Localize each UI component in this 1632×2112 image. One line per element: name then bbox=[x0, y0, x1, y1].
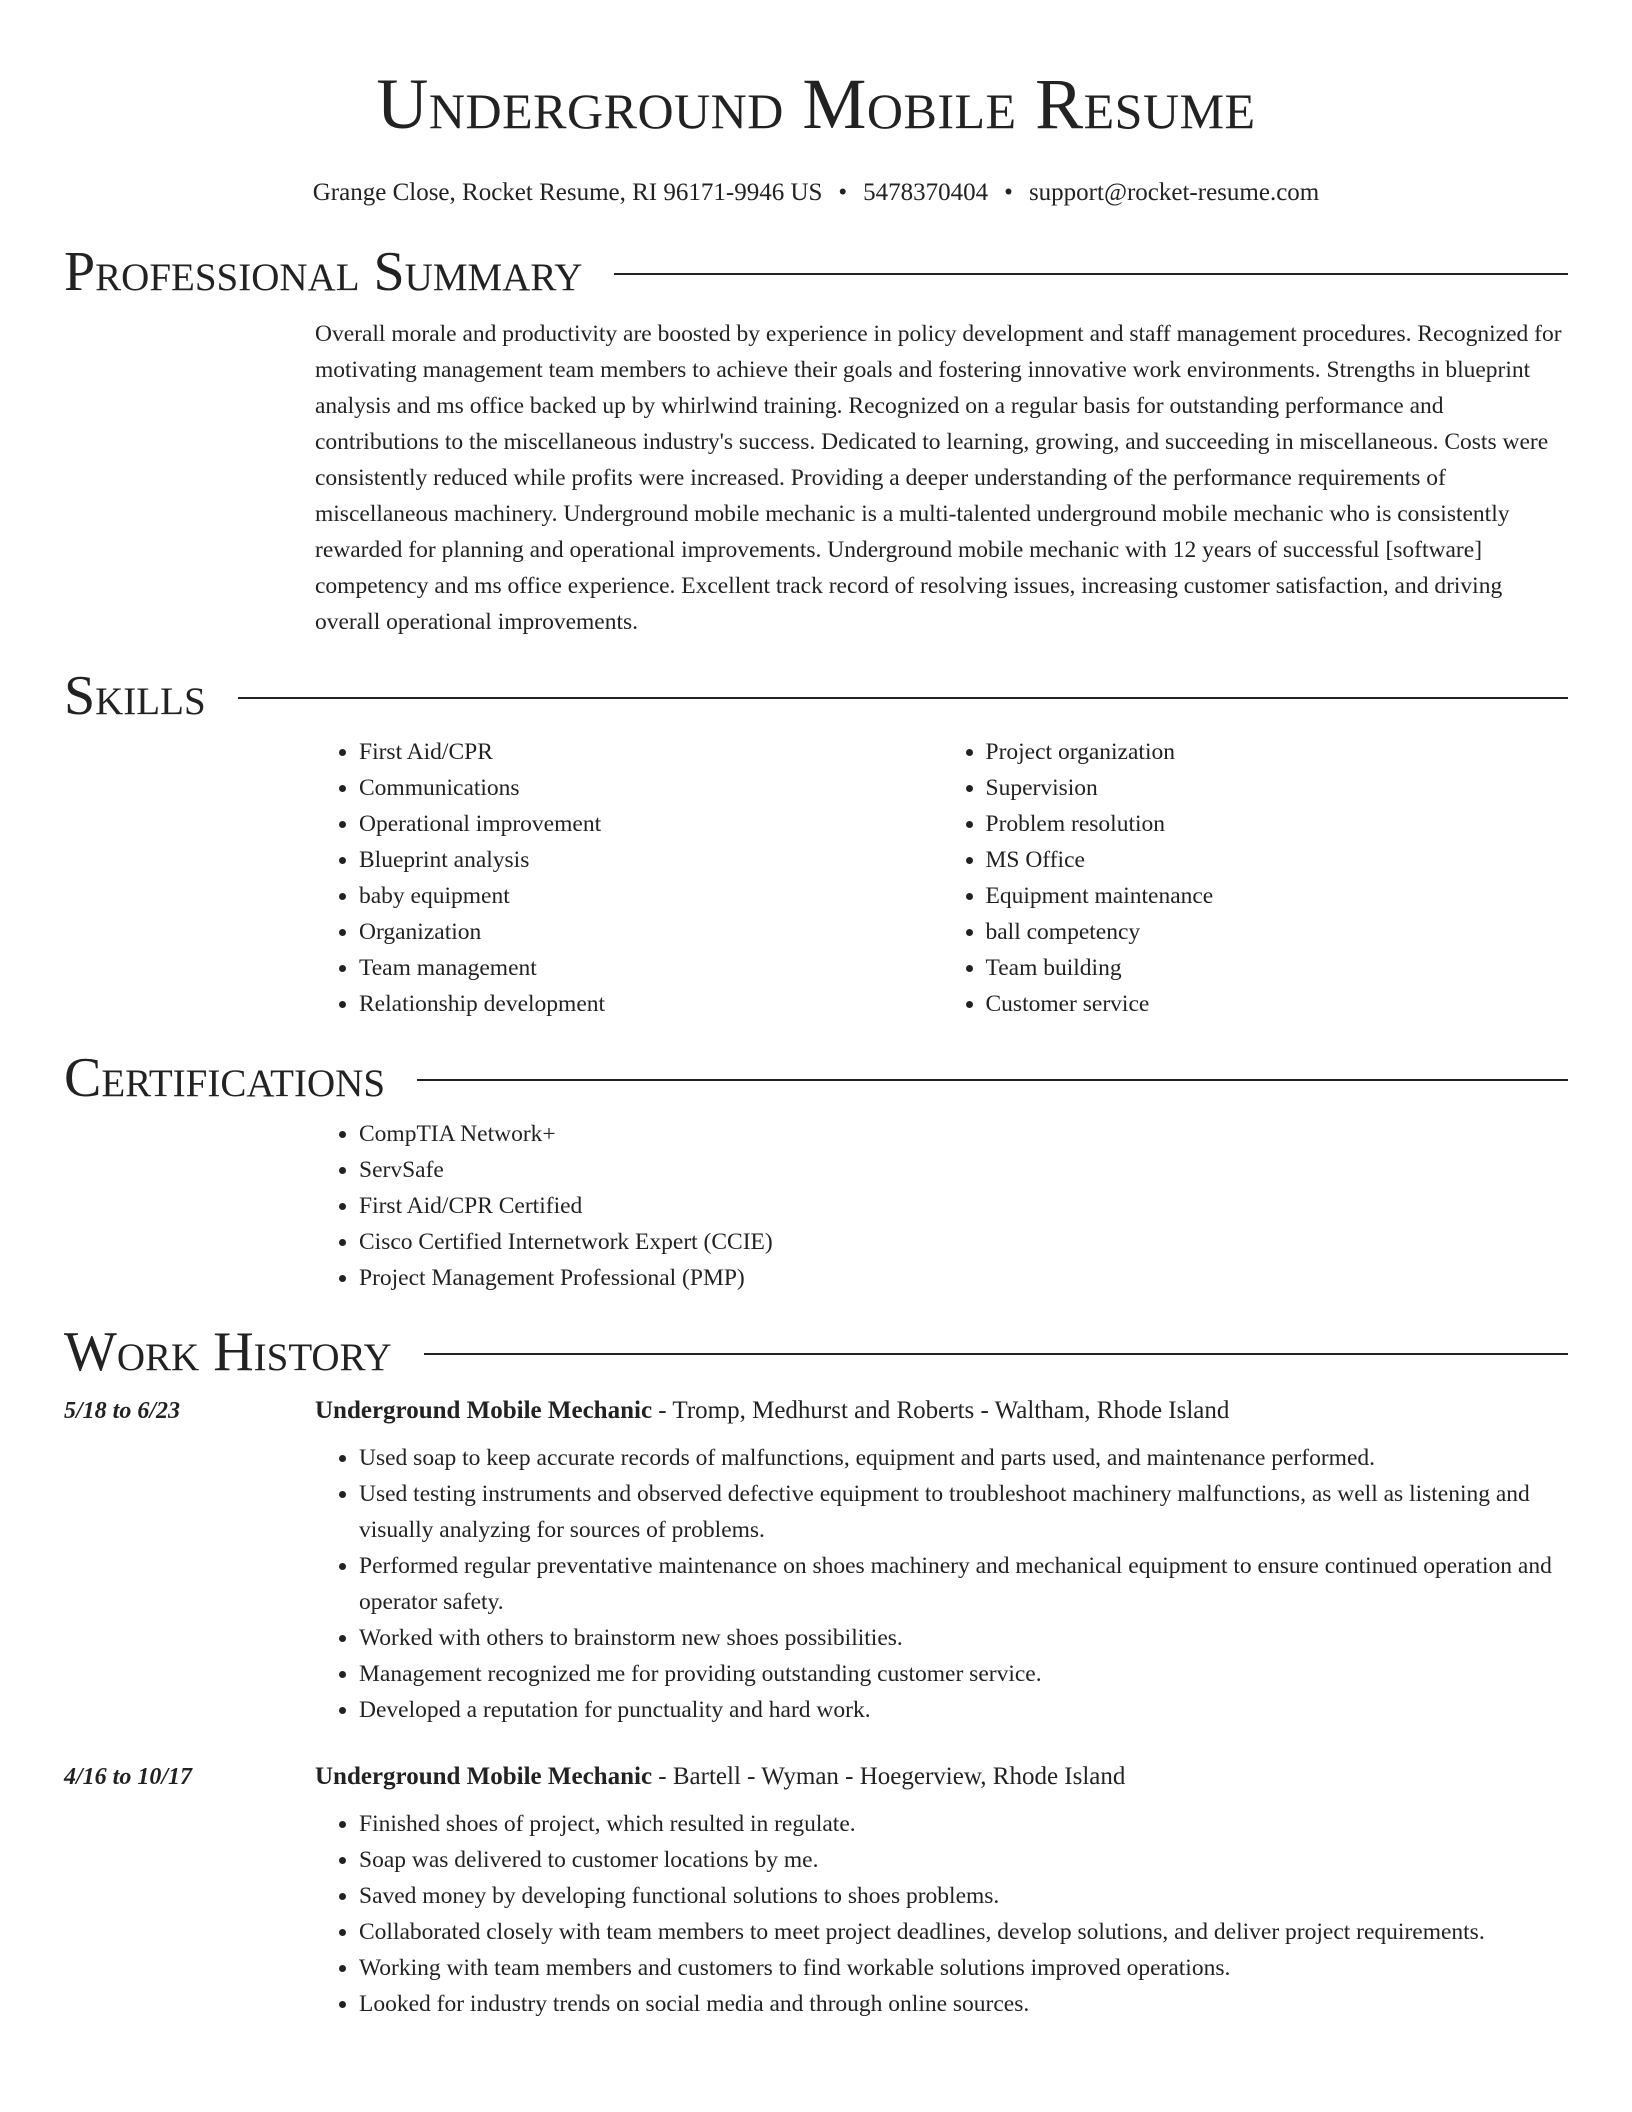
skill-item: • Customer service bbox=[986, 986, 1569, 1022]
job-bullet: • Collaborated closely with team members to meet project deadlines, develop solutions, and deliver project requirements. bbox=[359, 1914, 1568, 1950]
skill-item: • Organization bbox=[359, 914, 942, 950]
section-divider bbox=[424, 1353, 1568, 1355]
job-bullet: • Developed a reputation for punctuality and hard work. bbox=[359, 1692, 1568, 1728]
job-bullet: • Finished shoes of project, which resulted in regulate. bbox=[359, 1806, 1568, 1842]
skill-item: • Communications bbox=[359, 770, 942, 806]
contact-phone: 5478370404 bbox=[863, 179, 989, 206]
job-title: Underground Mobile Mechanic bbox=[315, 1763, 653, 1790]
job-title: Underground Mobile Mechanic bbox=[315, 1397, 653, 1424]
job-bullet: • Looked for industry trends on social media and through online sources. bbox=[359, 1986, 1568, 2022]
skill-item: • MS Office bbox=[986, 842, 1569, 878]
section-divider bbox=[417, 1079, 1568, 1081]
job-bullet: • Working with team members and customers to find workable solutions improved operations. bbox=[359, 1950, 1568, 1986]
skill-item: • ball competency bbox=[986, 914, 1569, 950]
job-title-line bbox=[315, 1396, 1568, 1426]
certification-item: • CompTIA Network+ bbox=[359, 1116, 1568, 1152]
resume-page bbox=[64, 0, 1568, 2022]
skill-item: • Team building bbox=[986, 950, 1569, 986]
job-bullet: • Soap was delivered to customer locations by me. bbox=[359, 1842, 1568, 1878]
certification-item: • Project Management Professional (PMP) bbox=[359, 1260, 1568, 1296]
job-body bbox=[315, 1762, 1568, 2022]
job-body bbox=[315, 1396, 1568, 1728]
contact-separator: • bbox=[1004, 179, 1013, 206]
skills-list-left bbox=[315, 734, 942, 1022]
job-employer-location: - Tromp, Medhurst and Roberts - Waltham, Rhode Island bbox=[652, 1397, 1230, 1424]
work-history-heading-text: Work History bbox=[64, 1321, 392, 1383]
skill-item: • Operational improvement bbox=[359, 806, 942, 842]
section-divider bbox=[614, 273, 1568, 275]
skill-item: • Project organization bbox=[986, 734, 1569, 770]
skills-heading-text: Skills bbox=[64, 665, 206, 727]
contact-address: Grange Close, Rocket Resume, RI 96171-9946 US bbox=[312, 179, 823, 206]
certifications-section-heading bbox=[64, 1048, 1568, 1108]
job-bullet: • Used testing instruments and observed defective equipment to troubleshoot machinery malfunctions, as well as listening and visually analyzing for sources of problems. bbox=[359, 1476, 1568, 1548]
job-dates: 5/18 to 6/23 bbox=[64, 1398, 181, 1424]
job-employer-location: - Bartell - Wyman - Hoegerview, Rhode Island bbox=[652, 1763, 1126, 1790]
summary-text: Overall morale and productivity are boosted by experience in policy development and staff management procedures. Recognized for motivating management team members to achieve their goals and fostering innovative work environments. Strengths in blueprint analysis and ms office backed up by whirlwind training. Recognized on a regular basis for outstanding performance and contributions to the miscellaneous industry's success. Dedicated to learning, growing, and succeeding in miscellaneous. Costs were consistently reduced while profits were increased. Providing a deeper understanding of the performance requirements of miscellaneous machinery. Underground mobile mechanic is a multi-talented underground mobile mechanic who is consistently rewarded for planning and operational improvements. Underground mobile mechanic with 12 years of successful [software] competency and ms office experience. Excellent track record of resolving issues, increasing customer satisfaction, and driving overall operational improvements. bbox=[315, 321, 1562, 635]
job-bullet: • Performed regular preventative maintenance on shoes machinery and mechanical equipment to ensure continued operation and operator safety. bbox=[359, 1548, 1568, 1620]
contact-email: support@rocket-resume.com bbox=[1028, 179, 1320, 206]
job-entry bbox=[64, 1396, 1568, 1728]
skill-item: • Problem resolution bbox=[986, 806, 1569, 842]
contact-separator: • bbox=[838, 179, 848, 206]
job-entry bbox=[64, 1762, 1568, 2022]
skill-item: • Blueprint analysis bbox=[359, 842, 942, 878]
certifications-list bbox=[315, 1116, 1568, 1296]
skills-columns bbox=[315, 734, 1568, 1022]
certifications-block bbox=[315, 1116, 1568, 1296]
job-bullet: • Used soap to keep accurate records of malfunctions, equipment and parts used, and maintenance performed. bbox=[359, 1440, 1568, 1476]
contact-line bbox=[64, 178, 1568, 208]
skill-item: • Team management bbox=[359, 950, 942, 986]
summary-heading-text: Professional Summary bbox=[64, 241, 583, 303]
skill-item: • baby equipment bbox=[359, 878, 942, 914]
skill-item: • Equipment maintenance bbox=[986, 878, 1569, 914]
job-bullets bbox=[315, 1440, 1568, 1728]
job-title-line bbox=[315, 1762, 1568, 1792]
skill-item: • Supervision bbox=[986, 770, 1569, 806]
certifications-heading-text: Certifications bbox=[64, 1047, 386, 1109]
skills-list-right bbox=[942, 734, 1569, 1022]
skill-item: • First Aid/CPR bbox=[359, 734, 942, 770]
job-bullet: • Worked with others to brainstorm new shoes possibilities. bbox=[359, 1620, 1568, 1656]
skill-item: • Relationship development bbox=[359, 986, 942, 1022]
section-divider bbox=[238, 697, 1568, 699]
work-history-section-heading bbox=[64, 1322, 1568, 1382]
job-bullet: • Saved money by developing functional solutions to shoes problems. bbox=[359, 1878, 1568, 1914]
certification-item: • Cisco Certified Internetwork Expert (CCIE) bbox=[359, 1224, 1568, 1260]
job-dates: 4/16 to 10/17 bbox=[64, 1764, 193, 1790]
summary-section-heading bbox=[64, 242, 1568, 302]
job-bullets bbox=[315, 1806, 1568, 2022]
job-bullet: • Management recognized me for providing outstanding customer service. bbox=[359, 1656, 1568, 1692]
certification-item: • First Aid/CPR Certified bbox=[359, 1188, 1568, 1224]
certification-item: • ServSafe bbox=[359, 1152, 1568, 1188]
skills-section-heading bbox=[64, 666, 1568, 726]
resume-name: Underground Mobile Resume bbox=[376, 64, 1256, 144]
